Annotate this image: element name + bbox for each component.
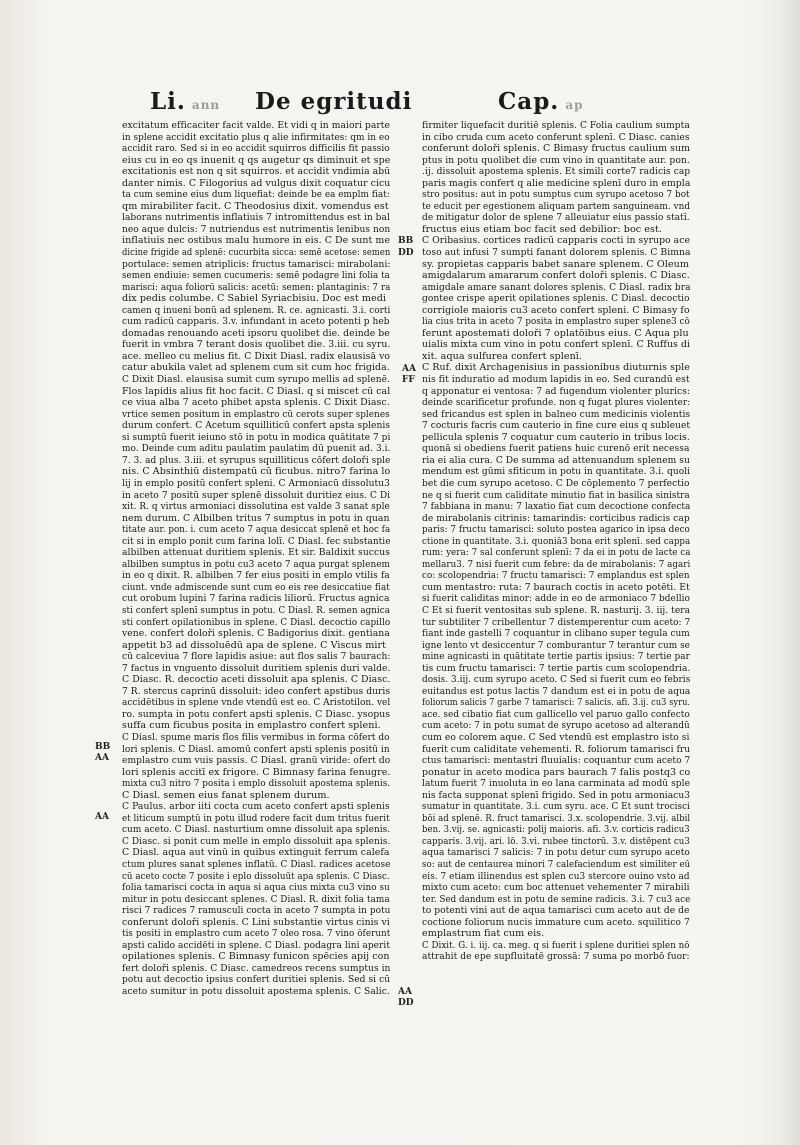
running-head-faint-right: ap [565,98,584,112]
text-line: nem durum. C Albilben tritus 7 sumptus in potu in quan [122,512,390,524]
text-line: tur subtiliter 7 cribellentur 7 distemperentur cum aceto: 7 [422,616,691,628]
left-text-column [122,120,390,998]
text-line: emplastrum fiat cum eis. [422,928,545,940]
text-line: C Ruf. dixit Archagenisius in passionibus diuturnis sple [422,362,690,374]
text-line: ben. 3.vij. se. agnicasti: polij maioris. afi. 3.v. corticis radicu3 [422,824,690,836]
text-line: cum aceto: 7 in potu sumat de syrupo acetoso ad alterandū [422,720,690,732]
text-line: cum eo colorem aque. C Sed vtendū est emplastro isto si [422,731,690,743]
margin-mark-right-3: AA [402,364,416,374]
text-line: 7. 3. ad plus. 3.iii. et syrupus squilliticus cōfert doloři sple [122,454,390,466]
text-line: mendum est gūmi sfiticum in potu in quantitate. 3.i. quoli [422,466,691,478]
text-line: in splene accidit excitatio plus q alie infirmitates: qm in eo [122,131,390,143]
text-line: sti confert splenī sumptus in potu. C Diasl. R. semen agnica [122,604,390,616]
text-line: paris magis confert q alie medicine splenī duro in empla [422,177,691,189]
text-line: xit. aqua sulfurea confert splenī. [422,350,583,362]
text-line: dix pedis columbe. C Sabiel Syriacbisiu. Doc est medi [122,293,387,305]
text-line: si fuerit caliditas minor: adde in eo de armoniaco 7 bdellio [422,593,690,605]
text-line: conferunt doloři splenis. C Bimasy fructus caulium sum [422,143,691,155]
text-line: te educit per egestionem aliquam partem sanguineam. vnd [422,200,690,212]
text-line: fert doloři splenis. C Diasc. camedreos recens sumptus in [122,962,391,974]
text-line: inflatiuis nec ostibus malu humore in eis. C De sunt me [122,235,390,247]
text-line: ctione in quantitate. 3.i. quoniā3 bona erit splenī. sed cappa [422,535,690,547]
text-line: lori splenis. C Diasl. amomū confert apsti splenis positū in [122,743,390,755]
text-line: C Diasl. aqua aut vinū in quibus extinguit ferrum calefa [122,847,390,859]
text-line: quonā si obediens fuerit patiens huic curenō erit necessa [422,443,690,455]
margin-mark-right-2: DD [398,248,414,258]
text-line: q apponatur ei ventosa: 7 ad fugendum violenter plurics: [422,385,690,397]
text-line: C Diasl. semen eius fanat splenem durum. [122,789,330,801]
text-line: ta cum semine eius dum liquefiat: deinde be ea emplm fiat: [122,189,390,201]
text-line: tis cum fructu tamarisci: 7 tertie partis cum scolopendria. [422,662,690,674]
text-line: igne lento vt desiccentur 7 comburantur 7 terantur cum se [422,639,690,651]
text-line: nis. C Absinthiū distempatū cū ficubus. nitro7 farina lo [122,466,391,478]
text-line: laborans nutrimentis inflatiuis 7 intromittendus est in bal [122,212,390,224]
text-line: mixta cu3 nitro 7 posita i emplo dissoluit apostema splenis. [122,778,391,790]
text-line: lori splenis accitī ex frigore. C Bimnasy farina fenugre. [122,766,391,778]
text-line: 7 R. stercus caprinū dissoluit: ideo confert apstibus duris [122,685,390,697]
text-line: fructus eius etiam boc facit sed debilior: boc est. [422,223,663,235]
text-line: mo. Deinde cum aditu paulatim paulatim dū puenit ad. 3.i. [122,443,391,455]
text-line: albilben attenuat duritiem splenis. Et sir. Baldixit succus [122,547,390,559]
text-line: conferunt doloři splenis. C Lini substantie virtus cinis vi [122,916,390,928]
text-line: in aceto 7 positū super splenē dissoluit duritiez eius. C Di [122,489,391,501]
text-line: nis fit induratio ad modum lapidis in eo. Sed curandū est [422,374,690,386]
text-line: danter nimis. C Filogorius ad vulgus dixit coquatur cicu [122,177,390,189]
text-line: corrigiole maioris cu3 aceto confert spleni. C Bimasy fo [422,304,690,316]
text-line: cum aceto. C Diasl. nasturtium omne dissoluit apa splenis. [122,824,391,836]
text-line: suffa cum ficubus posita in emplastro confert spleni. [122,720,381,732]
text-line: to potenti vini aut de aqua tamarisci cum aceto aut de de [422,905,690,917]
text-line: mixto cum aceto: cum boc attenuet vehementer 7 mirabili [422,882,690,894]
text-line: neo aque dulcis: 7 nutriendus est nutrimentis lenibus non [122,223,391,235]
margin-mark-right-4: FF [402,375,415,385]
text-line: tis positi in emplastro cum aceto 7 oleo rosa. 7 vino ōferunt [122,928,391,940]
text-line: 7 cocturis facris cum cauterio in fine cure eius q subleuet [422,420,691,432]
text-line: cut orobum lupini 7 farina radicis liliorū. Fructus agnica [122,593,390,605]
text-line: stro positus: aut in potu sumptus cum syrupo acetoso 7 bot [422,189,690,201]
text-line: durum confert. C Acetum squilliticū confert apsta splenis [122,420,390,432]
text-line: opilationes splenis. C Bimnasy funicon spēcies apij con [122,951,390,963]
text-line: fiant inde gastelli 7 coquantur in clibano super tegula cum [422,628,690,640]
text-line: fuerit in vmbra 7 terant dosis quolibet die. 3.iii. cu syru. [122,339,390,351]
running-head-faint-left: ann [191,98,221,112]
right-text-column [422,120,690,963]
text-line: eis. 7 etiam illinendus est splen cu3 stercore ouino vsto ad [422,870,690,882]
text-line: de mirabolanis citrinis: tamarindis: corticibus radicis cap [422,512,690,524]
text-line: uialis mixta cum vino in potu confert splenī. C Ruffus di [422,339,690,351]
text-line: cum mentastro: ruta: 7 baurach coctis in aceto potēti. Et [422,581,690,593]
margin-mark-right-5: AA [398,987,412,997]
text-line: appetit b3 ad dissoluēdū apa de splene. C Viscus mirt [122,639,387,651]
text-line: sed fricandus est splen in balneo cum medicinis violentis [422,408,690,420]
text-line: toso aut infusi 7 sumpti fanant dolorem splenis. C Bimna [422,247,691,259]
text-line: ace. sed cibatio fiat cum gallicello vel paruo gallo confecto [422,708,690,720]
text-line: ferunt apostemati doloři 7 oplatōibus eius. C Aqua plu [422,327,689,339]
text-line: domadas renouando aceti ipsoru quolibet die. deinde be [122,327,390,339]
text-line: sti confert opilationibus in splene. C Diasl. decoctio capillo [122,616,390,628]
text-line: qm mirabiliter facit. C Theodosius dixit. vomendus est [122,200,389,212]
text-line: portulace: semen atriplicis: fructus tamarisci: mirabolani: [122,258,391,270]
text-line: potu aut decoctio ipsius confert duritiei splenis. Sed si cū [122,974,391,986]
text-line: so: aut de centaurea minori 7 calefaciendum est similiter eū [422,859,690,870]
text-line: amigdale amare sanant dolores splenis. C Diasl. radix bra [422,281,691,293]
text-line: bet die cum syrupo acetoso. C De cōplemento 7 perfectio [422,477,690,489]
text-line: ter. Sed dandum est in potu de semine radicis. 3.i. 7 cu3 ace [422,893,690,905]
text-line: dicine frigide ad splenē: cucurbita sicca: semē acetose: semen [122,247,391,259]
text-line: accidētibus in splene vnde vtendū est eo. C Aristotilon. vel [122,697,391,709]
text-line: C Diasc. si ponit cum melle in emplo dissoluit apa splenis. [122,835,390,847]
margin-mark-left-2: AA [95,753,109,763]
text-line: ponatur in aceto modica pars baurach 7 falis postq3 co [422,766,691,778]
text-line: cum radicū capparis. 3.v. infundant in aceto potenti p heb [122,316,390,328]
running-head-chapter: Cap. [498,88,560,115]
text-line: aqua tamarisci 7 salicis: 7 in potu detur cum syrupo aceto [422,847,690,859]
text-line: vene. confert doloři splenis. C Badigorius dixit. gentiana [122,628,390,640]
text-line: ro. sumpta in potu confert apsti splenis. C Diasc. ysopus [122,708,391,720]
margin-mark-left-1: BB [95,742,111,752]
text-line: accidit raro. Sed si in eo accidit squirros difficilis fit passio [122,143,390,155]
running-head-right [498,88,589,115]
text-line: 7 factus in vnguento dissoluit duritiem splenis duri valde. [122,662,391,674]
text-line: in eo q dixit. R. albilben 7 fer eius positi in emplo vtilis fa [122,570,390,582]
running-head-folio: Li. [150,88,186,115]
text-line: fuerit cum caliditate vehementi. R. foliorum tamarisci fru [422,743,690,755]
text-line: marisci: aqua foliorū salicis: acetū: semen: plantaginis: 7 ra [122,281,391,293]
running-head-title: De egritudi [255,88,413,115]
text-line: co: scolopendria: 7 fructu tamarisci: 7 emplandus est splen [422,570,690,582]
text-line: 7 fabbiana in manu: 7 laxatio fiat cum decoctione confecta [422,501,691,513]
text-line: aceto sumitur in potu dissoluit apostema splenis. C Salic. [122,986,390,998]
text-line: ptus in potu quolibet die cum vino in quantitate aur. pon. [422,154,690,166]
text-line: euitandus est potus lactis 7 dandum est ei in potu de aqua [422,685,691,697]
text-line: .ij. dissoluit apostema splenis. Et simili corte7 radicis cap [422,166,691,178]
text-line: apsti calido accidēti in splene. C Diasl. podagra lini aperit [122,939,390,951]
text-line: nis facta supponat splenī frigido. Sed in potu armoniacu3 [422,789,690,801]
text-line: C Diasl. spume maris flos filis vermibus in forma cōfert do [122,731,390,743]
text-line: risci 7 radices 7 ramusculi cocta in aceto 7 sumpta in potu [122,905,391,917]
text-line: de mitigatur dolor de splene 7 alleuiatur eius passio statī. [422,212,690,224]
text-line: titate aur. pon. i. cum aceto 7 aqua desiccat splenē et hoc fa [122,524,390,536]
text-line: lia cius trita in aceto 7 posita in emplastro super splene3 cō [422,316,690,328]
text-line: lij in emplo positū confert spleni. C Armoniacū dissolutu3 [122,477,390,489]
text-line: ctus tamarisci: mentastri fluuialis: coquantur cum aceto 7 [422,755,690,767]
text-line: coctione foliorum nucis immature cum aceto. squilitico 7 [422,916,690,928]
text-line: ciunt. vnde admiscende sunt cum eo eis ree desiccatiue fiat [122,581,390,593]
text-line: firmiter liquefacit duritiē splenis. C Folia caulium sumpta [422,120,690,131]
text-line: dosis. 3.iij. cum syrupo aceto. C Sed si fuerit cum eo febris [422,674,690,686]
text-line: C Diasc. R. decoctio aceti dissoluit apa splenis. C Diasc. [122,674,391,686]
text-line: C Et si fuerit ventositas sub splene. R. nasturij. 3. iij. tera [422,604,691,616]
margin-mark-left-3: AA [95,812,109,822]
text-line: ce viua alba 7 aceto phibet apsta splenis. C Dixit Diasc. [122,397,390,409]
text-line: mine agnicasti in quātitate tertie partis ipsius: 7 tertie par [422,651,690,663]
text-line: pellicula splenis 7 coquatur cum cauterio in tribus locis. [422,431,690,443]
text-line: semen endiuie: semen cucumeris: semē podagre lini folia ta [122,270,390,282]
text-line: eius cu in eo qs inuenit q qs augetur qs diminuit et spe [122,154,391,166]
text-line: cit si in emplo ponit cum farina lolī. C Diasl. fec substantie [122,535,391,547]
text-line: folia tamarisci cocta in aqua si aqua cius mixta cu3 vino su [122,882,390,894]
text-line: et liticum sumptū in potu illud rodere facit dum tritus fuerit [122,812,390,824]
text-line: excitationis est non q sit squirros. et accidit vndimia abū [122,166,391,178]
text-line: ctum plures sanat splenes inflatū. C Diasl. radices acetose [122,859,391,870]
page-edge-shadow [776,0,800,1145]
text-line: cū aceto cocte 7 posite i eplo dissoluūt apa splenis. C Diasc. [122,870,390,882]
text-line: mitur in potu desiccant splenes. C Diasl. R. dixit folia tama [122,893,390,905]
text-line: rum: yera: 7 sal conferunt splenī: 7 da ei in potu de lacte ca [422,547,691,559]
text-line: mellaru3. 7 nisi fuerit cum febre: da de mirabolanis: 7 agari [422,558,690,570]
text-line: emplastro cum vuis passis. C Diasl. granū viride: ofert do [122,755,390,767]
margin-mark-right-1: BB [398,236,414,246]
text-line: attrahit de epe supfluitatē grossā: 7 suma po morbō fuor: [422,951,690,963]
text-line: bōi ad splenē. R. fruct tamarisci. 3.x. scolopendrie. 3.vij. albil [422,812,690,824]
text-line: ne q si fuerit cum caliditate minutio fiat in basilica sinistra [422,489,690,501]
text-line: xit. R. q virtus armoniaci dissolutina est valde 3 sanat sple [122,501,390,513]
text-line: vrtice semen positum in emplastro cū cerots super splenes [122,408,390,420]
text-line: catur abukila valet ad splenem cum sit cum hoc frigida. [122,362,390,374]
text-line: albilben sumptus in potu cu3 aceto 7 aqua purgat splenem [122,558,390,570]
text-line: deinde scarificetur profunde. non q fugat plures violenter: [422,397,691,409]
text-line: ace. melleo cu melius fit. C Dixit Diasl. radix elausisā vo [122,350,390,362]
text-line: C Paulus. arbor iiti cocta cum aceto confert apsti splenis [122,801,390,813]
text-line: amigdalarum amararum confert doloři splenis. C Diasc. [422,270,690,282]
text-line: ria ei alia cura. C De summa ad attenuandum splenem su [422,454,690,466]
text-line: C Dixit. G. i. iij. ca. meg. q si fuerit i splene duritiei splen nō [422,939,690,951]
text-line: paris: 7 fructu tamarisci: soluto postea agarico in ipsa deco [422,524,690,536]
text-line: foliorum salicis 7 garbe 7 tamarisci: 7 salicis. afi. 3.ij. cu3 syru. [422,697,691,709]
text-line: gontee crispe aperit opilationes splenis. C Diasl. decoctio [422,293,690,305]
text-line: excitatum efficaciter facit valde. Et vidi q in maiori parte [122,120,390,131]
text-line: Flos lapidis alius fit hoc facit. C Diasl. q si miscet cū cal [122,385,390,397]
text-line: camen q inueni bonū ad splenem. R. ce. agnicasti. 3.i. corti [122,304,391,316]
text-line: sy. propietas capparis babet sanare splenem. C Oleum [422,258,690,270]
text-line: C Oribasius. cortices radicū capparis cocti in syrupo ace [422,235,690,247]
text-line: capparis. 3.vij. ari. lō. 3.vi. rubee tinctorū. 3.v. distēpent cu3 [422,835,690,847]
running-head-left [150,88,226,115]
text-line: in cibo cruda cum aceto conferunt splenī. C Diasc. canies [422,131,690,143]
text-line: latum fuerit 7 inuoluta in eo lana carminata ad modū sple [422,778,690,790]
text-line: cū calceviua 7 flore lapidis asiue: aut flos salis 7 baurach: [122,651,391,663]
text-line: C Dixit Diasl. elausisa sumit cum syrupo mellis ad splenē. [122,374,390,386]
margin-mark-right-6: DD [398,998,414,1008]
text-line: sumatur in quantitate. 3.i. cum syru. ace. C Et sunt trocisci [422,801,690,813]
text-line: si sumptū fuerit ieiuno stō in potu in modica quātitate 7 pi [122,431,391,443]
